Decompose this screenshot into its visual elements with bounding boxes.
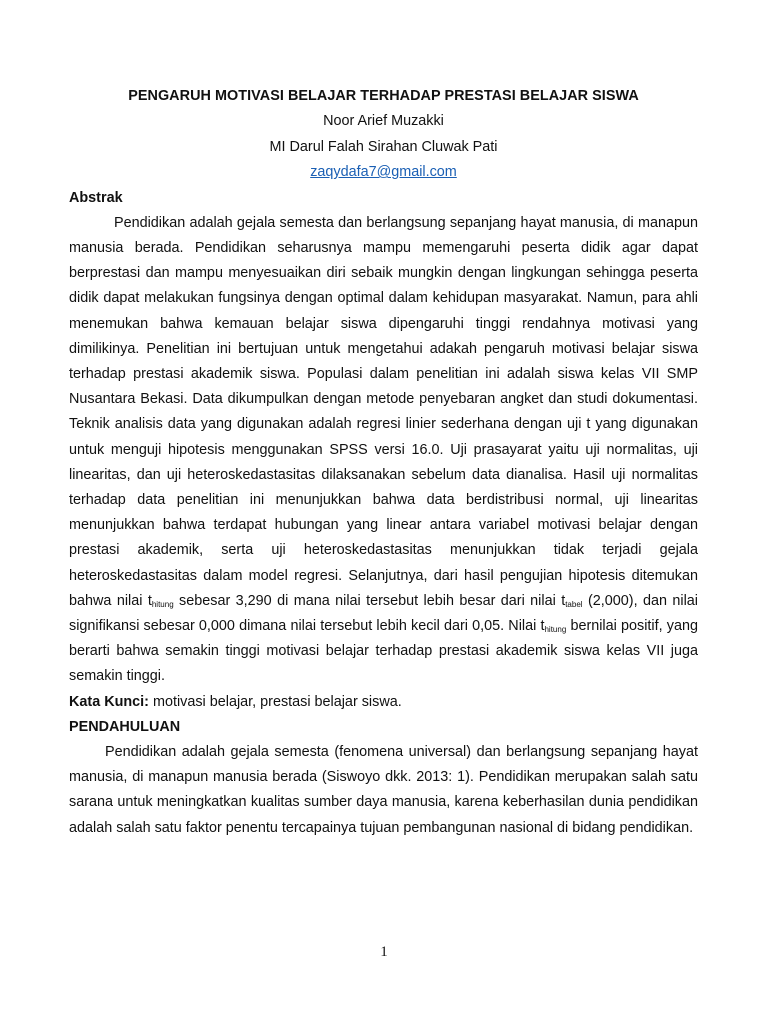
abstract-text-part4: bernilai positif, yang berarti bahwa semakin tinggi motivasi belajar terhadap prestasi akademik siswa kelas VII juga semakin tinggi.	[69, 617, 698, 685]
introduction-heading: PENDAHULUAN	[69, 718, 181, 735]
abstract-text-part1: Pendidikan adalah gejala semesta dan berlangsung sepanjang hayat manusia, di manapun manusia berada. Pendidikan seharusnya mampu memengaruhi peserta didik agar dapat berprestasi dan mampu menyesuaikan diri sebaik mungkin dengan lingkungan sehingga peserta didik dapat melakukan fungsinya dengan optimal dalam kehidupan masyarakat. Namun, para ahli menemukan bahwa kemauan belajar siswa dipengaruhi tinggi rendahnya motivasi yang dimilikinya. Penelitian ini bertujuan untuk mengetahui adakah pengaruh motivasi belajar siswa terhadap prestasi akademik siswa. Populasi dalam penelitian ini adalah siswa kelas VII SMP Nusantara Bekasi. Data dikumpulkan dengan metode penyebaran angket dan studi dokumentasi. Teknik analisis data yang digunakan adalah regresi linier sederhana dengan uji t yang digunakan untuk menguji hipotesis menggunakan SPSS versi 16.0. Uji prasayarat yaitu uji normalitas, uji linearitas, dan uji heteroskedastasitas dilaksanakan sebelum data dianalisa. Hasil uji normalitas terhadap data penelitian ini menunjukkan bahwa data berdistribusi normal, uji linearitas menunjukkan bahwa terdapat hubungan yang linear antara variabel motivasi belajar dengan prestasi akademik, serta uji heteroskedastasitas menunjukkan tidak terjadi gejala heteroskedastasitas dalam model regresi. Selanjutnya, dari hasil pengujian hipotesis ditemukan bahwa nilai t	[69, 214, 698, 609]
introduction-paragraph: Pendidikan adalah gejala semesta (fenomena universal) dan berlangsung sepanjang hayat manusia, di manapun manusia berada (Siswoyo dkk. 2013: 1). Pendidikan merupakan salah satu sarana untuk meningkatkan kualitas sumber daya manusia, karena keberhasilan dunia pendidikan adalah salah satu faktor penentu tercapainya tujuan pembangunan nasional di bidang pendidikan.	[69, 743, 698, 836]
author-email-line	[69, 160, 698, 186]
subscript-hitung-2: hitung	[544, 624, 567, 634]
abstract-heading: Abstrak	[69, 189, 123, 206]
keywords-label: Kata Kunci:	[69, 693, 149, 710]
keywords-line	[69, 690, 698, 715]
author-name: Noor Arief Muzakki	[323, 113, 444, 129]
keywords-text: motivasi belajar, prestasi belajar siswa.	[148, 693, 402, 710]
document-page	[69, 86, 698, 841]
page-number: 1	[380, 944, 388, 960]
abstract-text-part2: sebesar 3,290 di mana nilai tersebut lebih besar dari nilai t	[173, 592, 566, 609]
author-email-link[interactable]: zaqydafa7@gmail.com	[310, 164, 457, 180]
subscript-hitung: hitung	[151, 599, 174, 609]
subscript-tabel: tabel	[565, 599, 583, 609]
abstract-text-part3: (2,000), dan nilai signifikansi sebesar 0,000 dimana nilai tersebut lebih kecil dari 0,05. Nilai t	[69, 592, 699, 634]
abstract-paragraph	[69, 211, 698, 690]
paper-title: PENGARUH MOTIVASI BELAJAR TERHADAP PRESTASI BELAJAR SISWA	[128, 88, 639, 104]
author-institution: MI Darul Falah Sirahan Cluwak Pati	[269, 138, 498, 155]
